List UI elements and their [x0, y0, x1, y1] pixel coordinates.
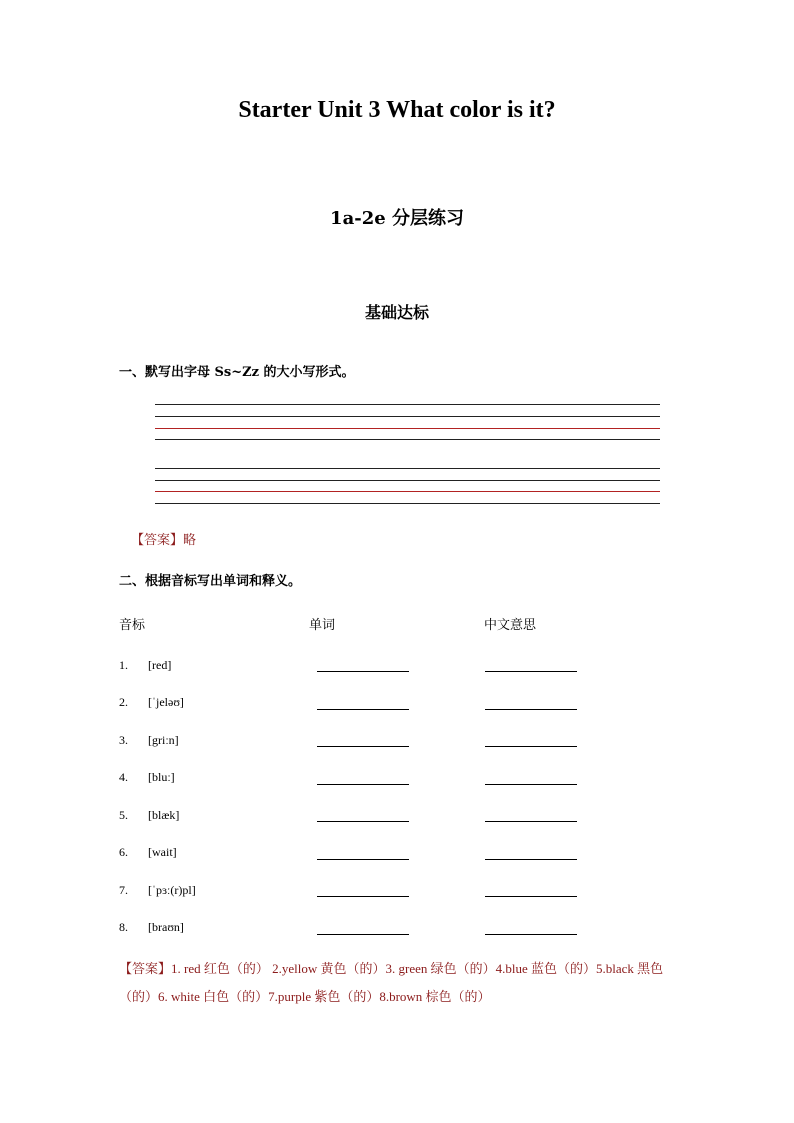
row-number: 6.	[119, 845, 128, 859]
writing-line-red	[155, 428, 660, 429]
row-number: 2.	[119, 695, 128, 709]
row-number: 3.	[119, 733, 128, 747]
row-number: 7.	[119, 883, 128, 897]
answer-tag: 【答案】	[119, 961, 172, 976]
section1-answer	[131, 529, 196, 548]
row-phonetic: [wait]	[148, 845, 177, 859]
page-subtitle: 1a-2e 分层练习	[330, 208, 464, 229]
section2-answer	[119, 955, 689, 1011]
writing-line	[155, 439, 660, 440]
word-blank[interactable]	[317, 746, 409, 747]
column-header-word: 单词	[309, 618, 336, 633]
row-phonetic: [ˈpɜː(r)pl]	[148, 883, 196, 897]
level-heading: 基础达标	[364, 303, 429, 322]
meaning-blank[interactable]	[485, 859, 577, 860]
row-number: 8.	[119, 920, 128, 934]
row-number: 1.	[119, 658, 128, 672]
answer-tag: 【答案】	[131, 533, 184, 548]
word-blank[interactable]	[317, 784, 409, 785]
column-header-meaning: 中文意思	[484, 618, 537, 633]
meaning-blank[interactable]	[485, 746, 577, 747]
meaning-blank[interactable]	[485, 784, 577, 785]
row-phonetic: [bluː]	[148, 770, 175, 784]
row-number: 5.	[119, 808, 128, 822]
section2-question: 二、根据音标写出单词和释义。	[119, 574, 302, 589]
meaning-blank[interactable]	[485, 934, 577, 935]
meaning-blank[interactable]	[485, 896, 577, 897]
word-blank[interactable]	[317, 671, 409, 672]
row-phonetic: [blæk]	[148, 808, 180, 822]
word-blank[interactable]	[317, 934, 409, 935]
row-phonetic: [braʊn]	[148, 920, 184, 934]
writing-line	[155, 468, 660, 469]
writing-line	[155, 416, 660, 417]
section1-question: 一、默写出字母 Ss~Zz 的大小写形式。	[119, 365, 355, 380]
meaning-blank[interactable]	[485, 709, 577, 710]
word-blank[interactable]	[317, 821, 409, 822]
writing-line	[155, 503, 660, 504]
writing-line-red	[155, 491, 660, 492]
word-blank[interactable]	[317, 709, 409, 710]
writing-line	[155, 404, 660, 405]
answer-text: 1. red 红色（的） 2.yellow 黄色（的）3. green 绿色（的）4.blue 蓝色（的）5.black 黑色（的）6. white 白色（的）7.purple 紫色（的）8.brown 棕色（的）	[119, 961, 664, 1004]
row-number: 4.	[119, 770, 128, 784]
word-blank[interactable]	[317, 896, 409, 897]
writing-line	[155, 480, 660, 481]
meaning-blank[interactable]	[485, 671, 577, 672]
answer-text: 略	[183, 533, 197, 548]
row-phonetic: [ˈjeləʊ]	[148, 695, 184, 709]
row-phonetic: [red]	[148, 658, 172, 672]
column-header-phonetic: 音标	[119, 618, 146, 633]
word-blank[interactable]	[317, 859, 409, 860]
row-phonetic: [griːn]	[148, 733, 179, 747]
page-title: Starter Unit 3 What color is it?	[238, 97, 556, 123]
meaning-blank[interactable]	[485, 821, 577, 822]
